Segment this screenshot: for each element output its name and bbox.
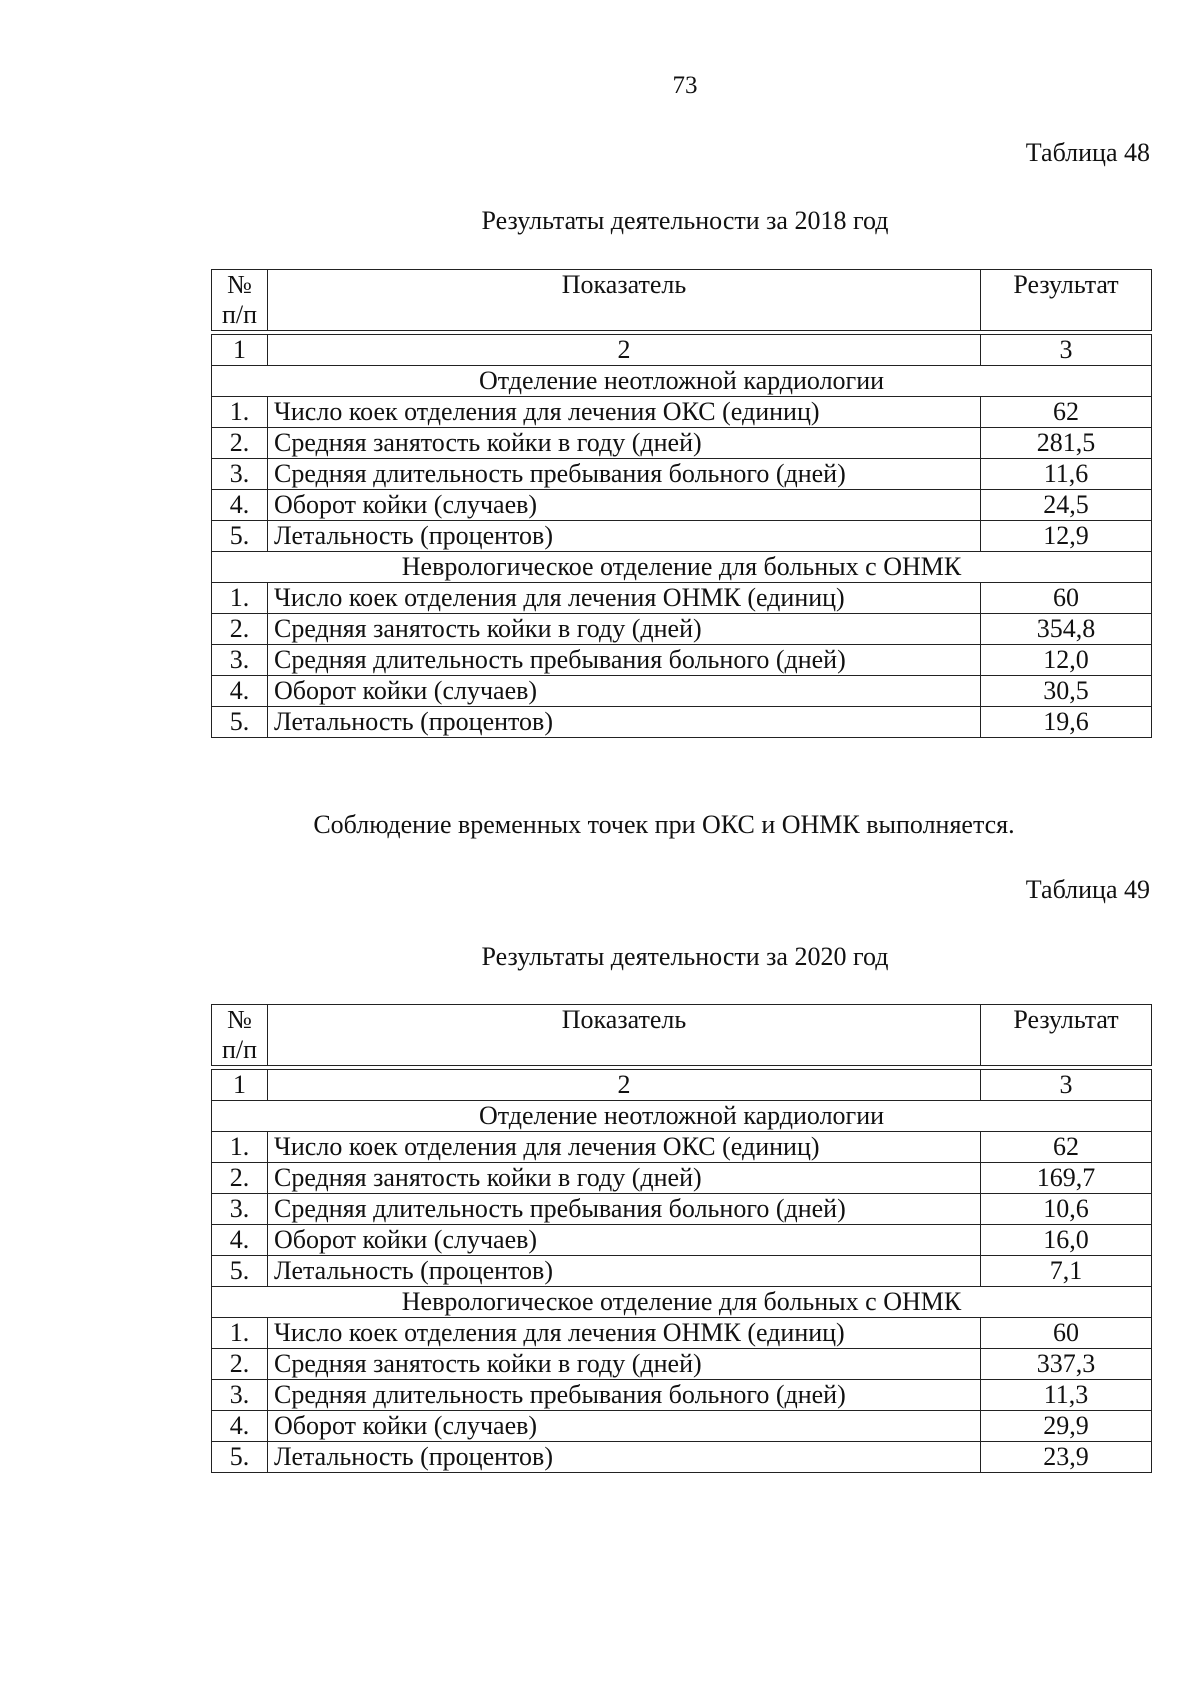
row-result: 11,6 [981,459,1152,490]
row-indicator: Средняя занятость койки в году (дней) [268,614,981,645]
section-row [212,366,1152,397]
row-num: 5. [212,1256,268,1287]
section-name: Отделение неотложной кардиологии [212,1101,1152,1132]
row-result: 19,6 [981,707,1152,738]
row-result: 10,6 [981,1194,1152,1225]
row-result: 29,9 [981,1411,1152,1442]
row-indicator: Средняя длительность пребывания больного (дней) [268,459,981,490]
row-indicator: Средняя занятость койки в году (дней) [268,1163,981,1194]
row-indicator: Оборот койки (случаев) [268,676,981,707]
row-result: 12,0 [981,645,1152,676]
table-row [212,1380,1152,1411]
table-row [212,583,1152,614]
row-num: 4. [212,1225,268,1256]
row-indicator: Число коек отделения для лечения ОКС (единиц) [268,397,981,428]
row-num: 2. [212,614,268,645]
row-indicator: Оборот койки (случаев) [268,1411,981,1442]
row-indicator: Оборот койки (случаев) [268,1225,981,1256]
section-name: Неврологическое отделение для больных с ОНМК [212,552,1152,583]
row-num: 5. [212,1442,268,1473]
row-num: 4. [212,676,268,707]
table-label-48: Таблица 48 [1025,138,1150,167]
table-title-49: Результаты деятельности за 2020 год [481,942,889,971]
table-row [212,1349,1152,1380]
row-result: 11,3 [981,1380,1152,1411]
table-row [212,1194,1152,1225]
row-indicator: Летальность (процентов) [268,521,981,552]
row-result: 23,9 [981,1442,1152,1473]
row-result: 16,0 [981,1225,1152,1256]
row-num: 3. [212,1380,268,1411]
section-row [212,1101,1152,1132]
column-number-cell: 2 [268,335,981,366]
header-num-line1: № [227,270,252,299]
table-row [212,1318,1152,1349]
table-row [212,397,1152,428]
header-indicator-cell: Показатель [268,270,981,331]
row-result: 30,5 [981,676,1152,707]
row-indicator: Средняя длительность пребывания больного (дней) [268,645,981,676]
table-title-48: Результаты деятельности за 2018 год [481,206,889,235]
paragraph-text: Соблюдение временных точек при ОКС и ОНМК выполняется. [313,810,1015,839]
table-row [212,1256,1152,1287]
row-num: 4. [212,1411,268,1442]
table-row [212,676,1152,707]
table-row [212,490,1152,521]
table-row [212,428,1152,459]
row-indicator: Средняя длительность пребывания больного (дней) [268,1194,981,1225]
table-row [212,1163,1152,1194]
header-result-cell: Результат [981,270,1152,331]
row-indicator: Число коек отделения для лечения ОНМК (единиц) [268,583,981,614]
results-table-2018 [211,269,1152,738]
column-number-cell: 2 [268,1070,981,1101]
table-header-row [212,270,1152,331]
header-num-cell [212,270,268,331]
row-num: 4. [212,490,268,521]
row-result: 7,1 [981,1256,1152,1287]
header-num-line1: № [227,1005,252,1034]
row-num: 1. [212,1132,268,1163]
row-num: 3. [212,459,268,490]
header-num-cell [212,1005,268,1066]
table-row [212,645,1152,676]
row-result: 60 [981,1318,1152,1349]
table-row [212,459,1152,490]
header-result-cell: Результат [981,1005,1152,1066]
results-table-2020 [211,1004,1152,1473]
row-num: 1. [212,1318,268,1349]
row-indicator: Число коек отделения для лечения ОКС (единиц) [268,1132,981,1163]
row-num: 5. [212,521,268,552]
row-num: 1. [212,397,268,428]
table-row [212,1132,1152,1163]
row-indicator: Летальность (процентов) [268,1256,981,1287]
header-num-line2: п/п [221,1035,258,1064]
section-name: Отделение неотложной кардиологии [212,366,1152,397]
row-num: 2. [212,1349,268,1380]
row-num: 1. [212,583,268,614]
row-indicator: Оборот койки (случаев) [268,490,981,521]
row-result: 60 [981,583,1152,614]
column-number-cell: 1 [212,335,268,366]
row-result: 12,9 [981,521,1152,552]
row-indicator: Число коек отделения для лечения ОНМК (единиц) [268,1318,981,1349]
row-indicator: Средняя длительность пребывания больного (дней) [268,1380,981,1411]
row-indicator: Летальность (процентов) [268,1442,981,1473]
table-row [212,1442,1152,1473]
row-indicator: Средняя занятость койки в году (дней) [268,428,981,459]
column-number-row [212,335,1152,366]
column-number-row [212,1070,1152,1101]
row-num: 2. [212,1163,268,1194]
page-number: 73 [672,72,698,99]
column-number-cell: 3 [981,335,1152,366]
header-indicator-cell: Показатель [268,1005,981,1066]
section-row [212,552,1152,583]
row-result: 62 [981,397,1152,428]
row-num: 3. [212,645,268,676]
row-indicator: Летальность (процентов) [268,707,981,738]
row-num: 2. [212,428,268,459]
row-result: 337,3 [981,1349,1152,1380]
table-row [212,707,1152,738]
row-result: 62 [981,1132,1152,1163]
row-num: 5. [212,707,268,738]
table-row [212,521,1152,552]
column-number-cell: 3 [981,1070,1152,1101]
row-indicator: Средняя занятость койки в году (дней) [268,1349,981,1380]
table-header-row [212,1005,1152,1066]
header-num-line2: п/п [221,300,258,329]
table-row [212,1411,1152,1442]
section-name: Неврологическое отделение для больных с ОНМК [212,1287,1152,1318]
row-result: 354,8 [981,614,1152,645]
row-result: 281,5 [981,428,1152,459]
column-number-cell: 1 [212,1070,268,1101]
row-num: 3. [212,1194,268,1225]
table-label-49: Таблица 49 [1025,875,1150,904]
row-result: 169,7 [981,1163,1152,1194]
section-row [212,1287,1152,1318]
table-row [212,1225,1152,1256]
table-row [212,614,1152,645]
row-result: 24,5 [981,490,1152,521]
